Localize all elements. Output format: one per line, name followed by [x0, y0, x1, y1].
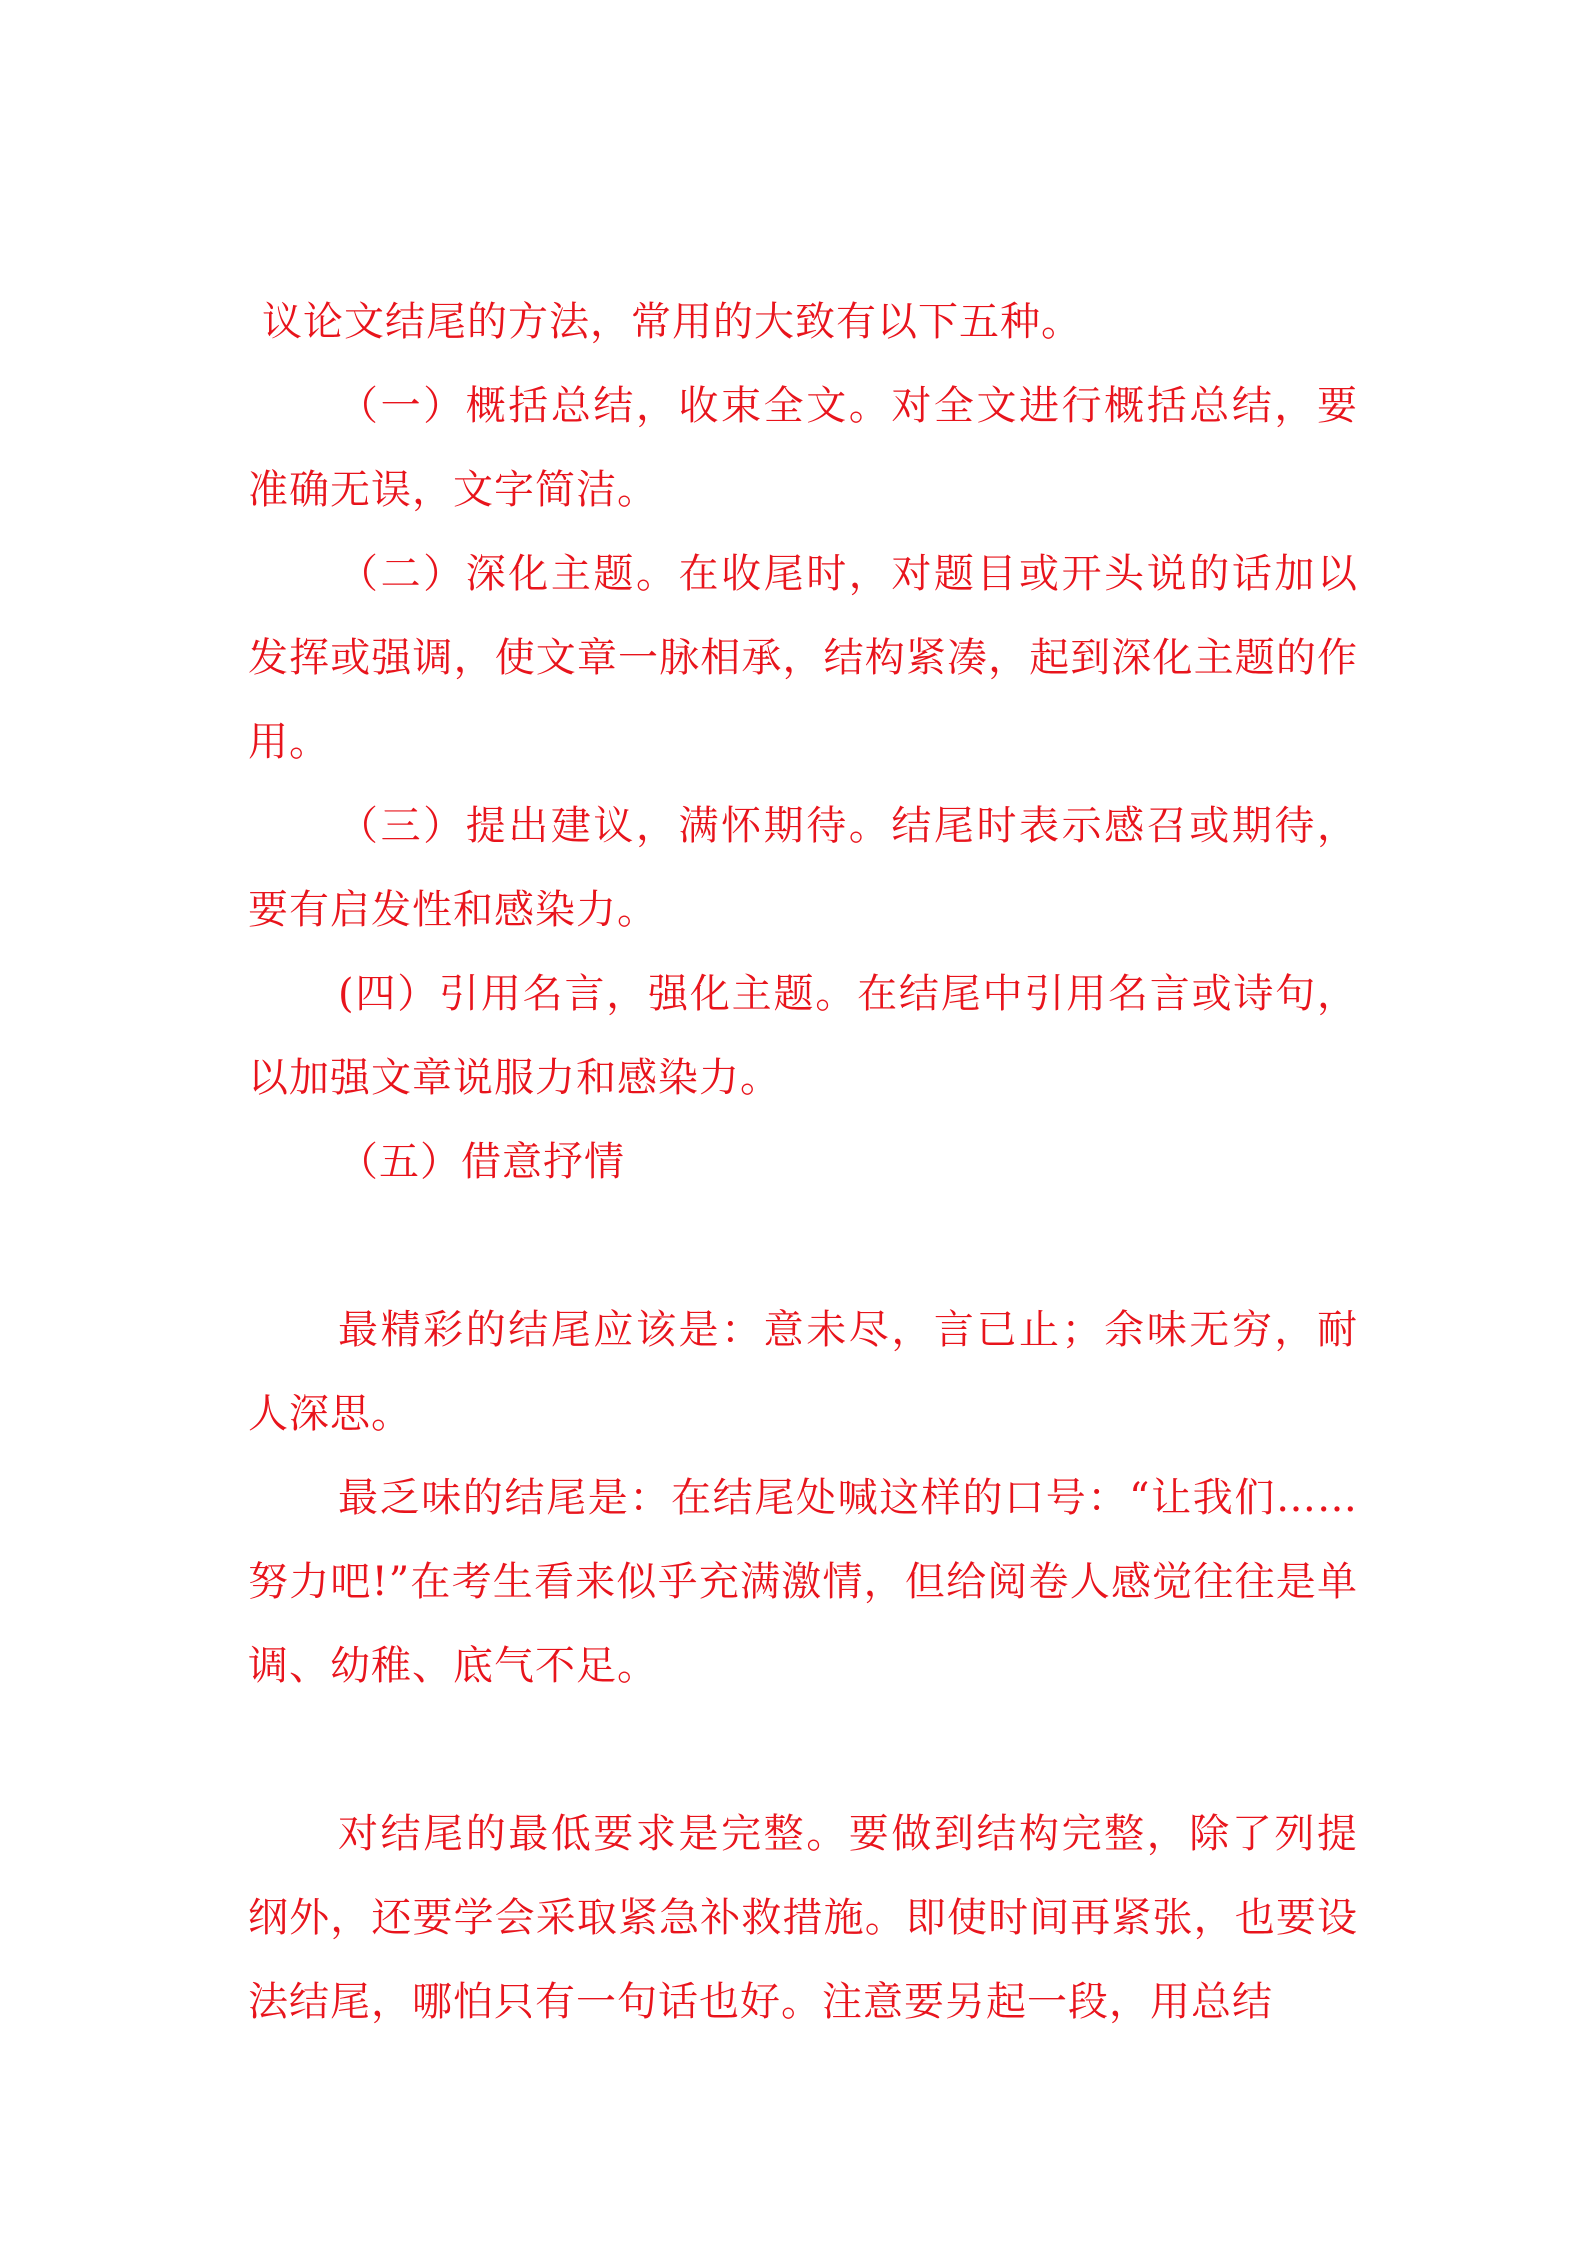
- method-3-paragraph: （三）提出建议，满怀期待。结尾时表示感召或期待，要有启发性和感染力。: [248, 803, 1358, 933]
- best-ending-paragraph: 最精彩的结尾应该是：意未尽，言已止；余味无穷，耐人深思。: [248, 1307, 1358, 1437]
- worst-ending-paragraph: 最乏味的结尾是：在结尾处喊这样的口号：“让我们……努力吧!”在考生看来似乎充满激情，但给阅卷人感觉往往是单调、幼稚、底气不足。: [248, 1475, 1358, 1689]
- method-4-paragraph: (四）引用名言，强化主题。在结尾中引用名言或诗句，以加强文章说服力和感染力。: [248, 971, 1358, 1101]
- method-1-paragraph: （一）概括总结，收束全文。对全文进行概括总结，要准确无误，文字简洁。: [248, 383, 1358, 513]
- minimum-requirement-paragraph: 对结尾的最低要求是完整。要做到结构完整，除了列提纲外，还要学会采取紧急补救措施。即使时间再紧张，也要设法结尾，哪怕只有一句话也好。注意要另起一段，用总结: [248, 1811, 1358, 2025]
- intro-paragraph: 议论文结尾的方法，常用的大致有以下五种。: [262, 299, 1082, 345]
- method-2-paragraph: （二）深化主题。在收尾时，对题目或开头说的话加以发挥或强调，使文章一脉相承，结构紧凑，起到深化主题的作用。: [248, 551, 1358, 765]
- method-5-paragraph: （五）借意抒情: [338, 1139, 625, 1185]
